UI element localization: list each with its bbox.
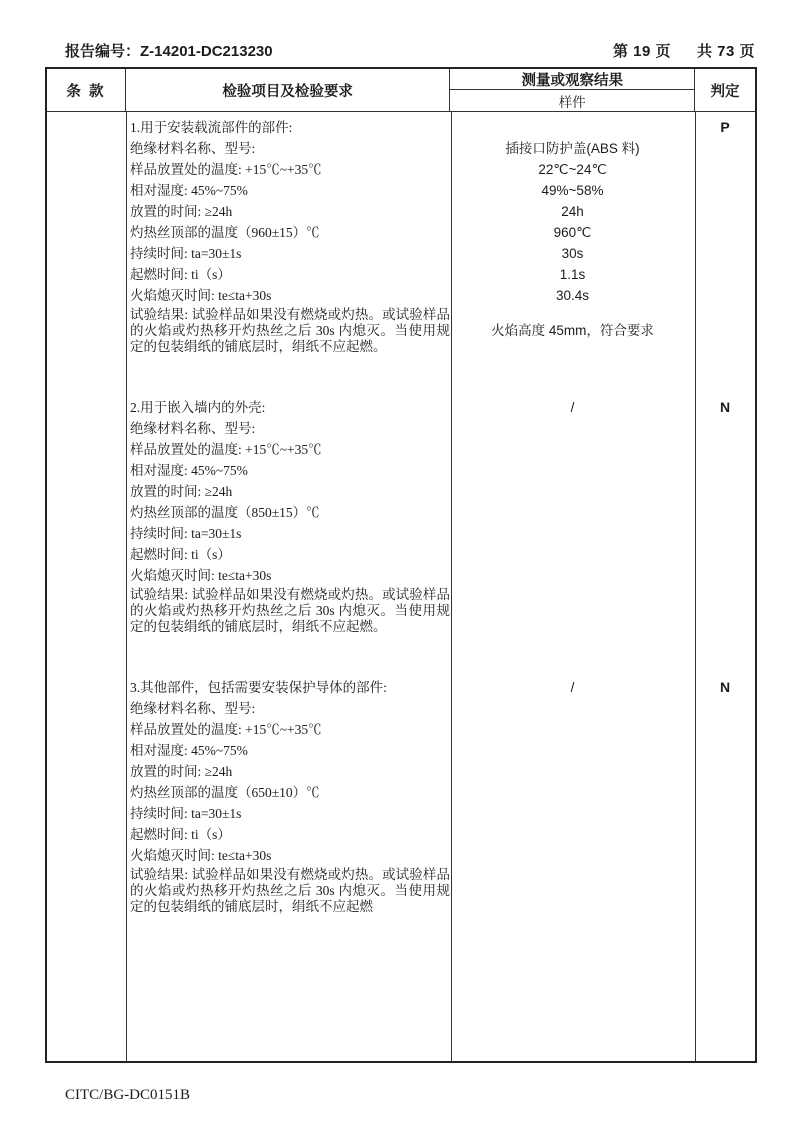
- requirement-text: 绝缘材料名称、型号:: [130, 421, 256, 436]
- section-row: [127, 243, 695, 264]
- section-row: [127, 502, 695, 523]
- requirement-text: 灼热丝顶部的温度（960±15）℃: [130, 225, 320, 240]
- requirement-text: 放置的时间: ≥24h: [130, 764, 233, 779]
- section-row: [127, 523, 695, 544]
- report-table: [45, 67, 757, 1063]
- clause-cell: [47, 117, 127, 355]
- requirement-text: 试验结果: 试验样品如果没有燃烧或灼热。或试验样品的火焰或灼热移开灼热丝之后 30s 内熄灭。当使用规定的包装绢纸的铺底层时，绢纸不应起燃。: [130, 587, 450, 634]
- section-row: [127, 565, 695, 586]
- page-total: 共 73 页: [696, 43, 755, 60]
- requirement-text: 持续时间: ta=30±1s: [130, 806, 242, 821]
- requirement-text: 样品放置处的温度: +15℃~+35℃: [130, 722, 322, 737]
- column-divider-3: [695, 112, 696, 1061]
- result-text: [450, 740, 695, 761]
- result-text: 22℃~24℃: [538, 162, 607, 177]
- result-text: 49%~58%: [541, 183, 604, 198]
- section-row: [127, 138, 695, 159]
- result-text: 960℃: [553, 225, 592, 240]
- section-row: [127, 117, 695, 138]
- section-row: [127, 719, 695, 740]
- section-row: [127, 159, 695, 180]
- result-text: [450, 761, 695, 782]
- report-number-value: Z-14201-DC213230: [140, 43, 273, 60]
- result-text: [450, 803, 695, 824]
- result-text: /: [570, 680, 575, 695]
- header-result-group: [450, 69, 695, 111]
- header-item: 检验项目及检验要求: [126, 69, 451, 111]
- result-text: [450, 586, 695, 635]
- section-row: [127, 439, 695, 460]
- requirement-text: 持续时间: ta=30±1s: [130, 526, 242, 541]
- requirement-text: 相对湿度: 45%~75%: [130, 463, 248, 478]
- section-row: [127, 397, 695, 418]
- section-row: [127, 866, 695, 915]
- section-row: [127, 460, 695, 481]
- result-text: [450, 523, 695, 544]
- report-number-line: [65, 40, 273, 61]
- requirement-text: 绝缘材料名称、型号:: [130, 701, 256, 716]
- requirement-text: 1.用于安装载流部件的部件:: [130, 120, 293, 135]
- result-text: [450, 544, 695, 565]
- report-number-label: 报告编号：: [65, 43, 141, 60]
- requirement-text: 样品放置处的温度: +15℃~+35℃: [130, 162, 322, 177]
- column-divider-2: [451, 112, 452, 1061]
- result-text: [450, 719, 695, 740]
- section-row: [127, 306, 695, 355]
- result-text: 30s: [561, 246, 584, 261]
- header-clause: 条 款: [47, 69, 126, 111]
- result-text: [450, 824, 695, 845]
- section-row: [127, 698, 695, 719]
- test-section: [47, 397, 755, 635]
- requirement-text: 灼热丝顶部的温度（850±15）℃: [130, 505, 320, 520]
- table-body: [47, 112, 755, 1061]
- footer-doc-code: CITC/BG-DC0151B: [65, 1087, 191, 1103]
- requirement-text: 灼热丝顶部的温度（650±10）℃: [130, 785, 320, 800]
- requirement-text: 放置的时间: ≥24h: [130, 204, 233, 219]
- result-text: [450, 565, 695, 586]
- section-row: [127, 264, 695, 285]
- result-text: /: [570, 400, 575, 415]
- result-text: [450, 698, 695, 719]
- section-row: [127, 761, 695, 782]
- requirement-text: 火焰熄灭时间: te≤ta+30s: [130, 568, 272, 583]
- verdict-text: N: [719, 399, 731, 415]
- result-text: 插接口防护盖(ABS 料): [505, 141, 640, 156]
- header-verdict: 判定: [710, 83, 740, 100]
- result-text: [450, 481, 695, 502]
- column-divider-1: [126, 112, 127, 1061]
- section-row: [127, 544, 695, 565]
- requirement-text: 绝缘材料名称、型号:: [130, 141, 256, 156]
- section-row: [127, 201, 695, 222]
- requirement-text: 2.用于嵌入墙内的外壳:: [130, 400, 266, 415]
- section-row: [127, 285, 695, 306]
- page-header: [65, 40, 755, 61]
- result-text: 火焰高度 45mm，符合要求: [491, 323, 654, 338]
- verdict-text: P: [720, 119, 730, 135]
- section-row: [127, 845, 695, 866]
- result-text: 24h: [561, 204, 584, 219]
- result-text: [450, 439, 695, 460]
- requirement-text: 试验结果: 试验样品如果没有燃烧或灼热。或试验样品的火焰或灼热移开灼热丝之后 30s 内熄灭。当使用规定的包装绢纸的铺底层时，绢纸不应起燃。: [130, 307, 450, 354]
- page-current: 第 19 页: [612, 43, 671, 60]
- verdict-text: N: [719, 679, 731, 695]
- requirement-text: 持续时间: ta=30±1s: [130, 246, 242, 261]
- section-row: [127, 782, 695, 803]
- requirement-text: 样品放置处的温度: +15℃~+35℃: [130, 442, 322, 457]
- requirement-text: 火焰熄灭时间: te≤ta+30s: [130, 848, 272, 863]
- requirement-text: 相对湿度: 45%~75%: [130, 743, 248, 758]
- clause-cell: [47, 397, 127, 635]
- requirement-text: 火焰熄灭时间: te≤ta+30s: [130, 288, 272, 303]
- requirement-text: 起燃时间: ti（s）: [130, 547, 231, 562]
- table-body-sections: [47, 112, 755, 915]
- header-sample: 样件: [558, 94, 586, 110]
- result-text: [450, 418, 695, 439]
- requirement-text: 相对湿度: 45%~75%: [130, 183, 248, 198]
- section-row: [127, 586, 695, 635]
- section-row: [127, 803, 695, 824]
- section-row: [127, 677, 695, 698]
- result-text: [450, 845, 695, 866]
- result-text: [450, 866, 695, 915]
- section-rows: [127, 677, 695, 915]
- result-text: [450, 460, 695, 481]
- page-indicator: [613, 40, 755, 61]
- requirement-text: 起燃时间: ti（s）: [130, 827, 231, 842]
- result-text: 30.4s: [555, 288, 590, 303]
- test-section: [47, 117, 755, 355]
- section-rows: [127, 397, 695, 635]
- test-section: [47, 677, 755, 915]
- clause-cell: [47, 677, 127, 915]
- section-row: [127, 180, 695, 201]
- requirement-text: 试验结果: 试验样品如果没有燃烧或灼热。或试验样品的火焰或灼热移开灼热丝之后 30s 内熄灭。当使用规定的包装绢纸的铺底层时，绢纸不应起燃: [130, 867, 450, 914]
- requirement-text: 3.其他部件，包括需要安装保护导体的部件:: [130, 680, 387, 695]
- section-row: [127, 740, 695, 761]
- table-header-row: [47, 69, 755, 112]
- header-result: 测量或观察结果: [450, 69, 694, 90]
- result-text: [450, 502, 695, 523]
- result-text: [450, 117, 695, 138]
- result-text: 1.1s: [559, 267, 586, 282]
- requirement-text: 起燃时间: ti（s）: [130, 267, 231, 282]
- section-row: [127, 824, 695, 845]
- requirement-text: 放置的时间: ≥24h: [130, 484, 233, 499]
- section-row: [127, 481, 695, 502]
- result-text: [450, 782, 695, 803]
- section-rows: [127, 117, 695, 355]
- section-row: [127, 222, 695, 243]
- section-row: [127, 418, 695, 439]
